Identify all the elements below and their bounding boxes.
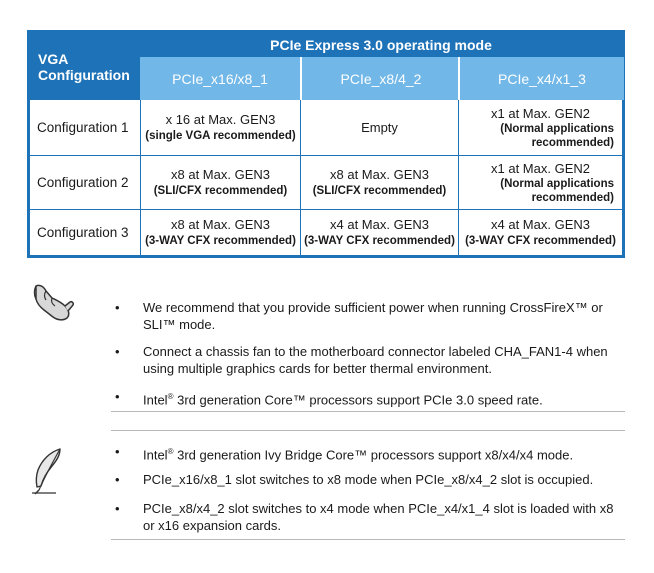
vga-configuration-header bbox=[30, 33, 140, 100]
row-label-configuration-2: Configuration 2 bbox=[37, 175, 129, 190]
cell-sub: recommended) bbox=[531, 136, 614, 149]
vga-header-line1: VGA bbox=[38, 50, 69, 67]
cell-main: x1 at Max. GEN2 bbox=[491, 160, 590, 176]
list-item bbox=[111, 343, 625, 377]
table-cell bbox=[459, 100, 622, 155]
list-item bbox=[111, 299, 625, 333]
note-text: PCIe_x8/x4_2 slot switches to x4 mode when PCIe_x4/x1_4 slot is loaded with x8 or x16 expansion cards. bbox=[143, 501, 614, 533]
cell-sub: (SLI/CFX recommended) bbox=[312, 184, 447, 197]
cell-sub: (3-WAY CFX recommended) bbox=[465, 234, 616, 247]
bullet: • bbox=[115, 472, 120, 487]
row-label-configuration-3: Configuration 3 bbox=[37, 225, 129, 240]
table-cell bbox=[141, 156, 300, 209]
cell-sub: (single VGA recommended) bbox=[145, 129, 296, 142]
cell-main: x8 at Max. GEN3 bbox=[171, 166, 270, 182]
pcie-operating-mode-table bbox=[27, 30, 625, 258]
note-text: Intel® 3rd generation Ivy Bridge Core™ processors support x8/x4/x4 mode. bbox=[143, 447, 574, 463]
bullet: • bbox=[115, 444, 120, 459]
note-text: We recommend that you provide sufficient power when running CrossFireX™ or SLI™ mode. bbox=[143, 300, 603, 332]
slot-header-2: PCIe_x8/4_2 bbox=[300, 57, 460, 100]
note-text: Connect a chassis fan to the motherboard connector labeled CHA_FAN1-4 when using multiple graphics cards for better thermal environment. bbox=[143, 344, 608, 376]
slot-header-3: PCIe_x4/x1_3 bbox=[458, 57, 624, 100]
bullet: • bbox=[115, 389, 120, 404]
cell-sub: (Normal applications bbox=[500, 122, 614, 135]
cell-main: x4 at Max. GEN3 bbox=[491, 216, 590, 232]
cell-main: x 16 at Max. GEN3 bbox=[165, 111, 276, 127]
table-cell bbox=[301, 210, 458, 255]
feather-pen-icon bbox=[30, 446, 64, 501]
table-cell bbox=[301, 156, 458, 209]
cell-sub: recommended) bbox=[531, 191, 614, 204]
vga-header-line2: Configuration bbox=[38, 66, 130, 83]
list-item bbox=[111, 388, 625, 408]
bullet: • bbox=[115, 344, 120, 359]
cell-sub: (Normal applications bbox=[500, 177, 614, 190]
list-item bbox=[111, 500, 625, 534]
table-cell bbox=[459, 210, 622, 255]
note-text: PCIe_x16/x8_1 slot switches to x8 mode when PCIe_x8/x4_2 slot is occupied. bbox=[143, 472, 594, 487]
bullet: • bbox=[115, 501, 120, 516]
cell-sub: (3-WAY CFX recommended) bbox=[304, 234, 455, 247]
bullet: • bbox=[115, 300, 120, 315]
cell-main: x1 at Max. GEN2 bbox=[491, 105, 590, 121]
operating-mode-title: PCIe Express 3.0 operating mode bbox=[270, 37, 492, 53]
note-text: Intel® 3rd generation Core™ processors support PCIe 3.0 speed rate. bbox=[143, 392, 543, 408]
cell-main: x4 at Max. GEN3 bbox=[330, 216, 429, 232]
cell-main: x8 at Max. GEN3 bbox=[171, 216, 270, 232]
divider bbox=[111, 430, 625, 431]
list-item bbox=[111, 471, 625, 488]
table-cell bbox=[141, 100, 300, 155]
list-item bbox=[111, 443, 625, 463]
divider bbox=[111, 411, 625, 412]
slot-header-1: PCIe_x16/x8_1 bbox=[140, 57, 300, 100]
cell-sub: (3-WAY CFX recommended) bbox=[145, 234, 296, 247]
cell-sub: (SLI/CFX recommended) bbox=[153, 184, 288, 197]
cell-main: x8 at Max. GEN3 bbox=[330, 166, 429, 182]
table-cell bbox=[459, 156, 622, 209]
cell-main: Empty bbox=[361, 119, 398, 135]
table-cell bbox=[301, 100, 458, 155]
divider bbox=[111, 539, 625, 540]
row-label-configuration-1: Configuration 1 bbox=[37, 120, 129, 135]
pointing-hand-icon bbox=[30, 282, 76, 327]
table-cell bbox=[141, 210, 300, 255]
